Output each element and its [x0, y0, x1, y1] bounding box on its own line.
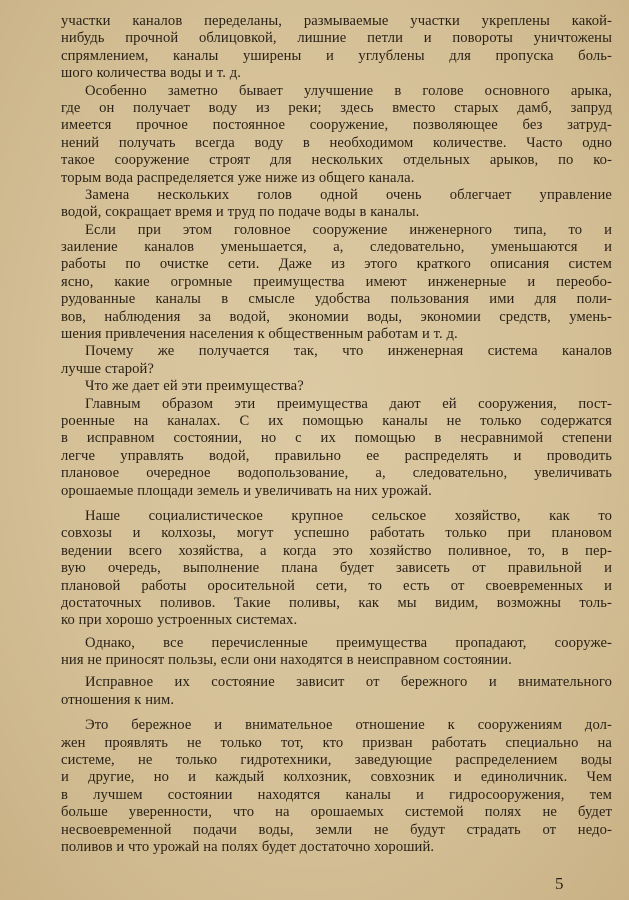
- text-line: Что же дает ей эти преимущества?: [85, 378, 304, 395]
- text-line: Исправное их состояние зависит от бережного и внимательного: [85, 674, 612, 691]
- text-line: системе, не только гидротехники, заведующие распределением воды: [61, 752, 612, 769]
- text-line: Замена нескольких голов одной очень облегчает управление: [85, 186, 612, 203]
- text-line: легче управлять водой, правильно ее распределять и проводить: [61, 447, 612, 464]
- text-line: плановое очередное водопользование, а, следовательно, увеличивать: [61, 465, 612, 482]
- paragraph: [61, 635, 612, 670]
- paragraph: [61, 508, 612, 630]
- text-line: шения привлечения населения к общественным работам и т. д.: [61, 326, 458, 343]
- text-line: работы по очистке сети. Даже из этого краткого описания систем: [61, 256, 612, 273]
- page-body-text: [61, 13, 612, 856]
- text-line: в исправном состоянии, но с их помощью в несравнимой степени: [61, 430, 612, 447]
- text-line: Почему же получается так, что инженерная система каналов: [85, 343, 612, 360]
- paragraph: [61, 396, 612, 500]
- text-line: Если при этом головное сооружение инженерного типа, то и: [85, 221, 612, 238]
- text-line: имеется прочное постоянное сооружение, позволяющее без затруд-: [61, 117, 612, 134]
- text-line: вую очередь, выполнение плана будет зависеть от правильной и: [61, 560, 612, 577]
- text-line: Главным образом эти преимущества дают ей сооружения, пост-: [85, 395, 612, 412]
- text-line: Однако, все перечисленные преимущества пропадают, сооруже-: [85, 634, 612, 651]
- text-line: отношения к ним.: [61, 691, 175, 708]
- text-line: жен проявлять не только тот, кто призван работать специально на: [61, 734, 612, 751]
- text-line: ясно, какие огромные преимущества имеют инженерные и переобо-: [61, 273, 612, 290]
- text-line: и другие, но и каждый колхозник, совхозник и единоличник. Чем: [61, 769, 612, 786]
- text-line: больше уверенности, что на орошаемых системой полях не будет: [61, 804, 612, 821]
- paragraph: [61, 187, 612, 222]
- text-line: заиление каналов уменьшается, а, следовательно, уменьшаются и: [61, 239, 612, 256]
- page-number: 5: [555, 874, 564, 893]
- text-line: шого количества воды и т. д.: [61, 65, 241, 82]
- text-line: где он получает воду из реки; здесь вместо старых дамб, запруд: [61, 99, 612, 116]
- paragraph: [61, 83, 612, 187]
- text-line: рудованные каналы в смысле удобства пользования ими для поли-: [61, 291, 612, 308]
- text-line: такое сооружение строят для нескольких отдельных арыков, по ко-: [61, 152, 612, 169]
- text-line: ведении всего хозяйства, а когда это хозяйство поливное, то, в пер-: [61, 542, 612, 559]
- text-line: поливов и что урожай на полях будет достаточно хороший.: [61, 838, 435, 855]
- text-line: ния не приносят пользы, если они находятся в неисправном состоянии.: [61, 652, 512, 669]
- text-line: Это бережное и внимательное отношение к сооружениям дол-: [85, 717, 612, 734]
- paragraph: [61, 674, 612, 709]
- text-line: орошаемые площади земель и увеличивать на них урожай.: [61, 482, 432, 499]
- paragraph: [61, 378, 612, 395]
- paragraph: [61, 717, 612, 856]
- paragraph: [61, 343, 612, 378]
- paragraph: [61, 222, 612, 344]
- text-line: нений получать всегда воду в необходимом количестве. Часто одно: [61, 134, 612, 151]
- text-line: роенные на каналах. С их помощью каналы не только содержатся: [61, 412, 612, 429]
- text-line: ко при хорошо устроенных системах.: [61, 612, 298, 629]
- text-line: вов, наблюдения за водой, экономии воды, экономии средств, умень-: [61, 308, 612, 325]
- text-line: в лучшем состоянии находятся каналы и гидросооружения, тем: [61, 786, 612, 803]
- text-line: участки каналов переделаны, размываемые участки укреплены какой-: [61, 13, 612, 29]
- text-line: плановой работы оросительной сети, то есть от своевременных и: [61, 577, 612, 594]
- text-line: Наше социалистическое крупное сельское хозяйство, как то: [85, 507, 612, 524]
- text-line: торым вода распределяется уже ниже из общего канала.: [61, 169, 415, 186]
- text-line: лучше старой?: [61, 360, 154, 377]
- text-line: несвоевременной подачи воды, земли не будут страдать от недо-: [61, 821, 612, 838]
- text-line: Особенно заметно бывает улучшение в голове основного арыка,: [85, 82, 612, 99]
- paragraph: [61, 13, 612, 83]
- text-line: достаточных поливов. Такие поливы, как мы видим, возможны толь-: [61, 594, 612, 611]
- text-line: нибудь прочной облицовкой, лишние петли и повороты уничтожены: [61, 30, 612, 47]
- text-line: спрямлением, каналы уширены и углублены для пропуска боль-: [61, 47, 612, 64]
- text-line: совхозы и колхозы, могут успешно работать только при плановом: [61, 525, 612, 542]
- text-line: водой, сокращает время и труд по подаче воды в каналы.: [61, 204, 420, 221]
